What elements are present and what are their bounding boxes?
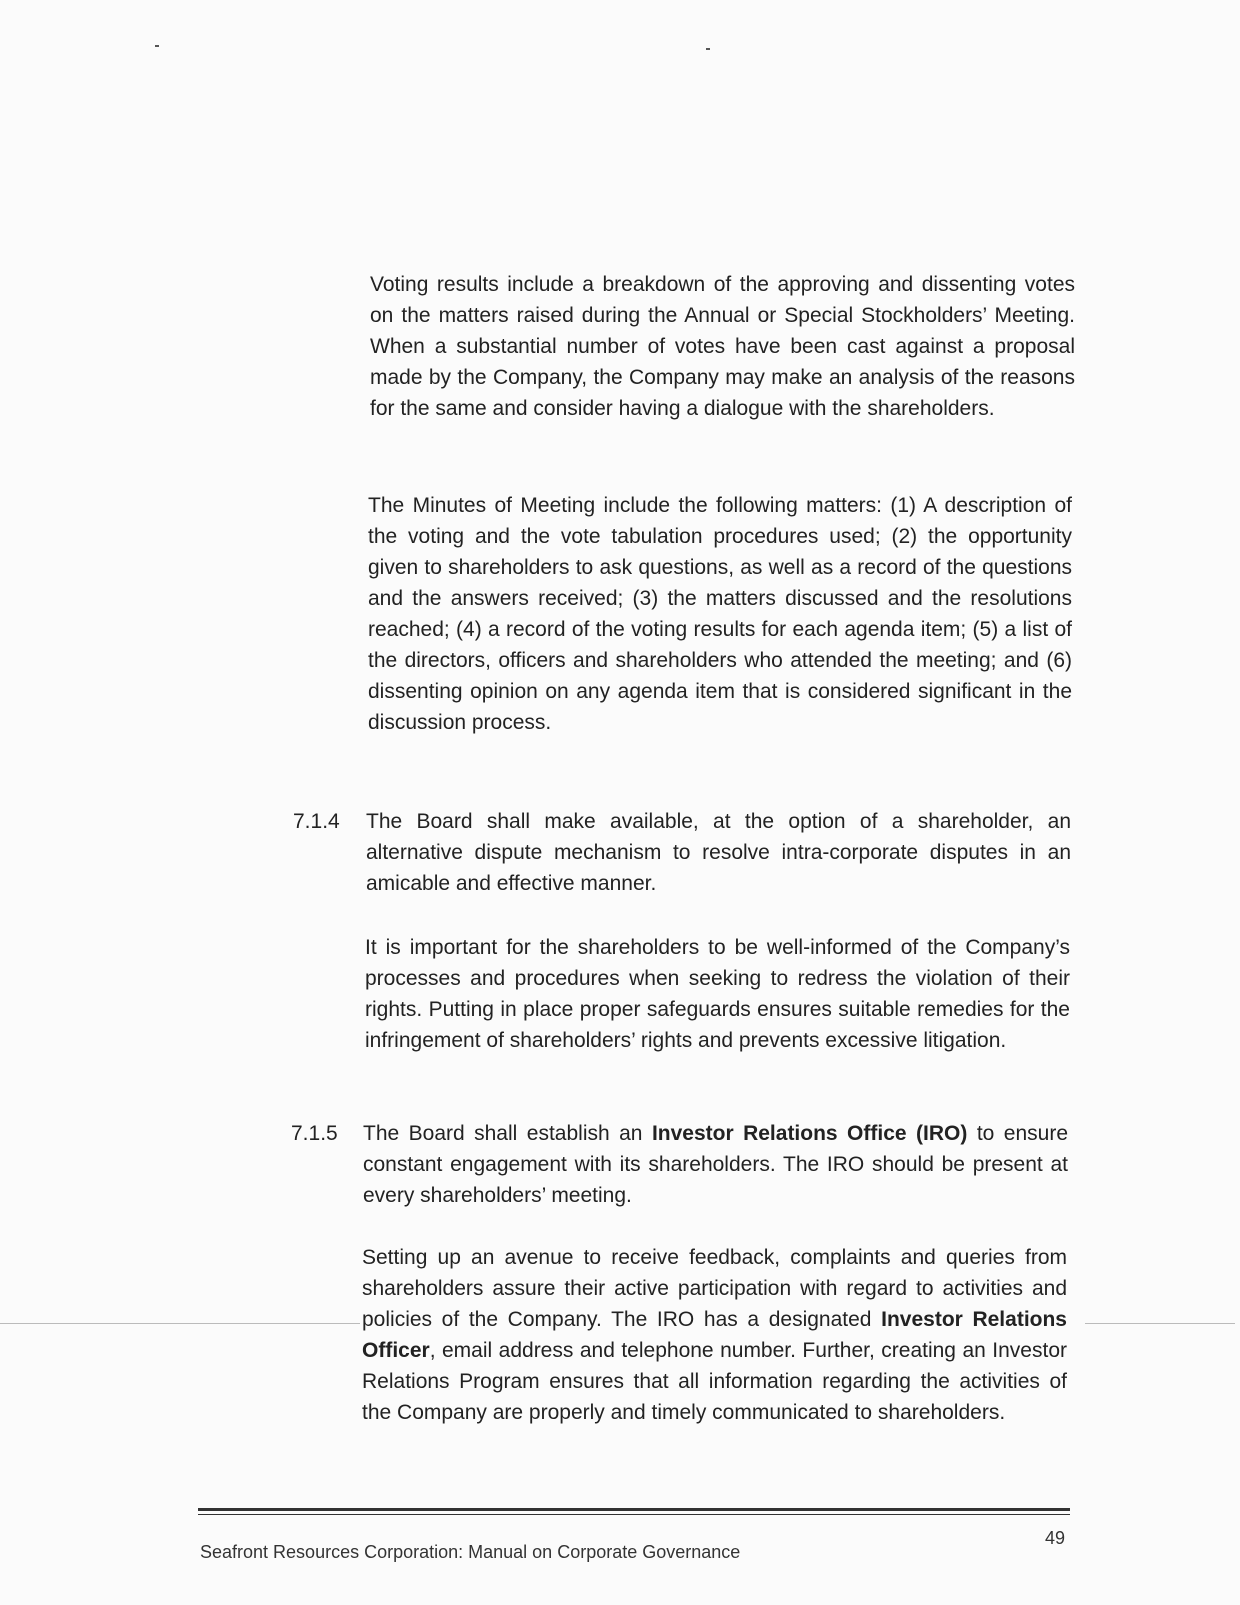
scan-tick-mark <box>706 48 710 50</box>
iro-officer-bold-term: Investor Relations Officer <box>362 1308 1067 1362</box>
item-714-text: The Board shall make available, at the option of a shareholder, an alternative dispute mechanism to resolve intra-corporate disputes in an amicable and effective manner. <box>366 810 1071 895</box>
item-715-text-pre: The Board shall establish an <box>363 1122 652 1145</box>
item-715-exp-pre: Setting up an avenue to receive feedback, complaints and queries from shareholders assure their active participation with regard to activities and policies of the Company. The IRO has a designated <box>362 1246 1067 1331</box>
scan-line-right <box>1085 1323 1235 1324</box>
item-715-text <box>363 1118 1068 1211</box>
footer-title: Seafront Resources Corporation: Manual on Corporate Governance <box>200 1542 741 1562</box>
item-714-explanation: It is important for the shareholders to be well-informed of the Company’s processes and procedures when seeking to redress the violation of their rights. Putting in place proper safeguards ensures suitable remedies for the infringement of shareholders’ rights and prevents excessive litigation. <box>365 936 1070 1052</box>
item-715-exp-post: , email address and telephone number. Further, creating an Investor Relations Program ensures that all information regarding the activities of the Company are properly and timely communicated to shareholders. <box>362 1339 1067 1424</box>
scan-tick-mark <box>155 45 159 47</box>
footer-rule-thin <box>198 1514 1070 1515</box>
scan-line-left <box>0 1323 360 1324</box>
voting-results-paragraph: Voting results include a breakdown of the approving and dissenting votes on the matters raised during the Annual or Special Stockholders’ Meeting. When a substantial number of votes have been cast against a proposal made by the Company, the Company may make an analysis of the reasons for the same and consider having a dialogue with the shareholders. <box>370 273 1075 420</box>
item-number-715: 7.1.5 <box>291 1122 338 1145</box>
page-number: 49 <box>1045 1528 1066 1548</box>
item-715-explanation <box>362 1242 1067 1428</box>
minutes-paragraph: The Minutes of Meeting include the following matters: (1) A description of the voting and the vote tabulation procedures used; (2) the opportunity given to shareholders to ask questions, as well as a record of the questions and the answers received; (3) the matters discussed and the resolutions reached; (4) a record of the voting results for each agenda item; (5) a list of the directors, officers and shareholders who attended the meeting; and (6) dissenting opinion on any agenda item that is considered significant in the discussion process. <box>368 494 1072 734</box>
item-number-714: 7.1.4 <box>293 810 340 833</box>
iro-bold-term: Investor Relations Office (IRO) <box>651 1122 968 1145</box>
item-715-text-post: to ensure constant engagement with its shareholders. The IRO should be present at every shareholders’ meeting. <box>363 1122 1068 1207</box>
footer-rule-thick <box>198 1508 1070 1511</box>
